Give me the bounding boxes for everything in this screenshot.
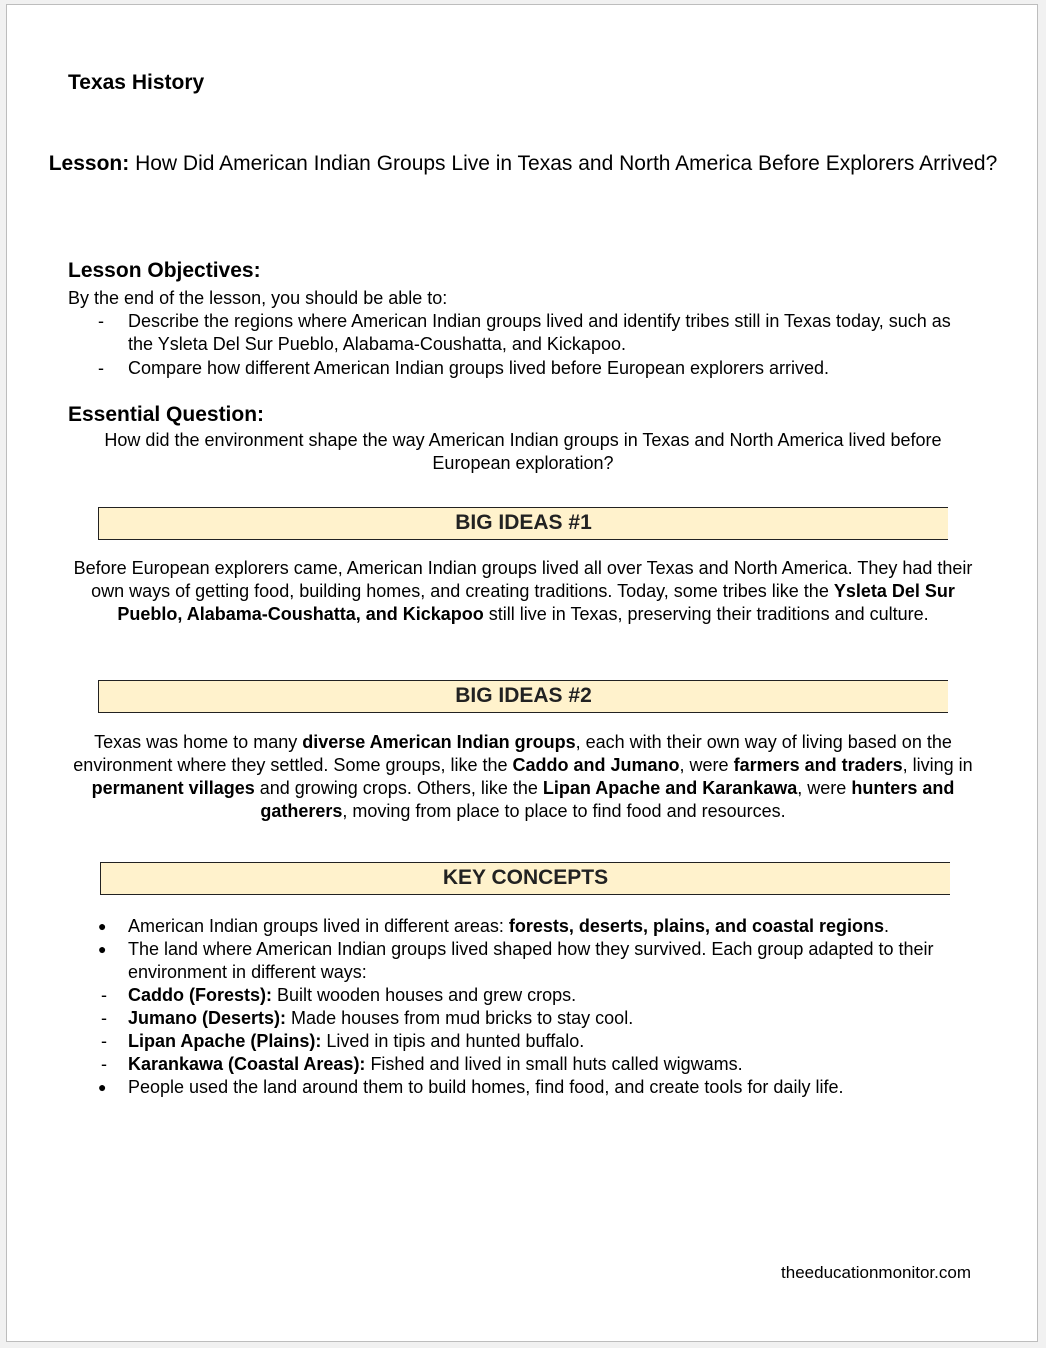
text-run: Texas was home to many (94, 732, 303, 752)
objectives-heading: Lesson Objectives: (68, 259, 261, 282)
emphasis: hunters and gatherers (260, 778, 955, 821)
big-ideas-2-paragraph (63, 731, 983, 823)
bullet-icon: ● (98, 1079, 107, 1095)
emphasis: permanent villages (91, 778, 255, 798)
region-label: Caddo (Forests): (128, 985, 272, 1005)
text-run: , each with their own way of living based on the environment where they settled. Some groups, like the (73, 732, 952, 775)
text-run: , were (679, 755, 734, 775)
emphasis: diverse American Indian groups (302, 732, 576, 752)
region-label: Karankawa (Coastal Areas): (128, 1054, 366, 1074)
region-label: Lipan Apache (Plains): (128, 1031, 322, 1051)
text-run: Before European explorers came, American Indian groups lived all over Texas and North America. They had their own ways of getting food, building homes, and creating traditions. Today, some tribes like the (73, 558, 973, 601)
essential-question-heading: Essential Question: (68, 403, 265, 426)
region-text: Built wooden houses and grew crops. (272, 985, 577, 1005)
text-run: , moving from place to place to find food and resources. (342, 801, 786, 821)
region-sub-list (68, 984, 978, 1076)
lesson-title-text: How Did American Indian Groups Live in Texas and North America Before Explorers Arrived? (135, 152, 998, 175)
emphasis: Caddo and Jumano (512, 755, 680, 775)
key-concepts-list (68, 915, 978, 1099)
big-ideas-2-banner: BIG IDEAS #2 (98, 680, 948, 713)
text-run: still live in Texas, preserving their traditions and culture. (483, 604, 929, 624)
big-ideas-1-paragraph (63, 557, 983, 626)
region-item (68, 984, 978, 1007)
region-text: Fished and lived in small huts called wigwams. (365, 1054, 743, 1074)
essential-question-text: How did the environment shape the way American Indian groups in Texas and North America lived before European exploration? (104, 430, 942, 473)
region-text: Lived in tipis and hunted buffalo. (321, 1031, 585, 1051)
text-run: People used the land around them to build homes, find food, and create tools for daily life. (128, 1077, 844, 1097)
key-concept-item (68, 938, 978, 984)
bullet-icon: ● (98, 941, 107, 957)
objectives-intro: By the end of the lesson, you should be able to: (68, 288, 448, 308)
region-text: Made houses from mud bricks to stay cool. (286, 1008, 634, 1028)
objectives-list (68, 310, 968, 381)
lesson-label: Lesson: (48, 152, 130, 175)
lesson-title (47, 150, 999, 178)
text-run: , living in (902, 755, 973, 775)
objective-item: - Describe the regions where American Indian groups lived and identify tribes still in Texas today, such as the Ysleta Del Sur Pueblo, Alabama-Coushatta, and Kickapoo. (68, 310, 968, 356)
text-run: and growing crops. Others, like the (254, 778, 543, 798)
big-ideas-1-banner: BIG IDEAS #1 (98, 507, 948, 540)
subject-title: Texas History (68, 71, 205, 94)
text-run: , were (797, 778, 852, 798)
text-run: American Indian groups lived in different areas: (128, 916, 509, 936)
tribes-emphasis: Ysleta Del Sur Pueblo, Alabama-Coushatta, and Kickapoo (117, 581, 955, 624)
emphasis: Lipan Apache and Karankawa (542, 778, 798, 798)
region-item (68, 1030, 978, 1053)
region-label: Jumano (Deserts): (128, 1008, 287, 1028)
key-concepts-banner: KEY CONCEPTS (100, 862, 950, 895)
key-concept-item (68, 915, 978, 938)
region-item (68, 1007, 978, 1030)
footer-site-link[interactable]: theeducationmonitor.com (781, 1263, 971, 1282)
text-run: . (884, 916, 890, 936)
objective-item: - Compare how different American Indian groups lived before European explorers arrived. (68, 357, 968, 380)
emphasis: farmers and traders (733, 755, 903, 775)
key-concept-item (68, 1076, 978, 1099)
document-page (6, 4, 1038, 1342)
text-run: The land where American Indian groups lived shaped how they survived. Each group adapted to their environment in different ways: (128, 939, 934, 982)
bullet-icon: ● (98, 918, 107, 934)
emphasis: forests, deserts, plains, and coastal regions (508, 916, 885, 936)
region-item (68, 1053, 978, 1076)
